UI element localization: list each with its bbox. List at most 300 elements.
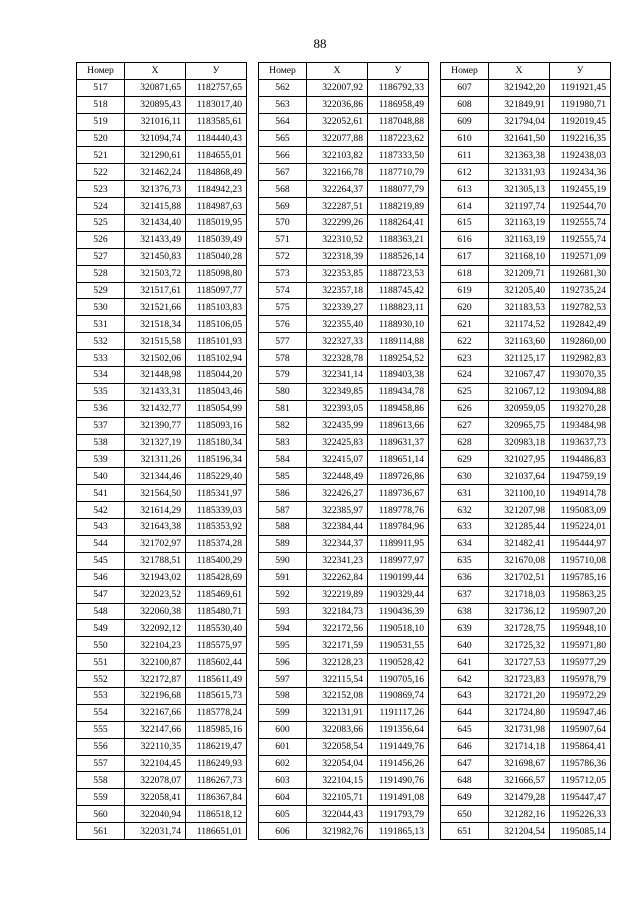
y-coordinate-cell: 1184942,23 bbox=[186, 181, 247, 198]
y-coordinate-cell: 1192982,83 bbox=[550, 350, 611, 367]
table-row bbox=[77, 248, 247, 265]
x-coordinate-cell: 322171,59 bbox=[307, 637, 368, 654]
y-coordinate-cell: 1186518,12 bbox=[186, 806, 247, 823]
table-row bbox=[77, 738, 247, 755]
x-coordinate-cell: 322036,86 bbox=[307, 96, 368, 113]
point-number-cell: 525 bbox=[77, 215, 125, 232]
table-row bbox=[77, 654, 247, 671]
point-number-cell: 555 bbox=[77, 721, 125, 738]
y-coordinate-cell: 1188264,41 bbox=[368, 215, 429, 232]
point-number-cell: 636 bbox=[441, 569, 489, 586]
table-row bbox=[441, 367, 611, 384]
table-row bbox=[77, 552, 247, 569]
y-coordinate-cell: 1182757,65 bbox=[186, 79, 247, 96]
y-coordinate-cell: 1189778,76 bbox=[368, 502, 429, 519]
table-row bbox=[77, 434, 247, 451]
x-coordinate-cell: 322023,52 bbox=[125, 586, 186, 603]
point-number-cell: 581 bbox=[259, 400, 307, 417]
table-row bbox=[77, 569, 247, 586]
point-number-cell: 573 bbox=[259, 265, 307, 282]
header-number: Номер bbox=[259, 63, 307, 80]
x-coordinate-cell: 321462,24 bbox=[125, 164, 186, 181]
y-coordinate-cell: 1186792,33 bbox=[368, 79, 429, 96]
x-coordinate-cell: 322349,85 bbox=[307, 383, 368, 400]
point-number-cell: 612 bbox=[441, 164, 489, 181]
x-coordinate-cell: 322104,45 bbox=[125, 755, 186, 772]
table-row bbox=[77, 96, 247, 113]
table-row bbox=[77, 147, 247, 164]
y-coordinate-cell: 1188723,53 bbox=[368, 265, 429, 282]
x-coordinate-cell: 322355,40 bbox=[307, 316, 368, 333]
x-coordinate-cell: 321168,10 bbox=[489, 248, 550, 265]
header-y: У bbox=[186, 63, 247, 80]
x-coordinate-cell: 322083,66 bbox=[307, 721, 368, 738]
x-coordinate-cell: 321327,19 bbox=[125, 434, 186, 451]
table-row bbox=[441, 333, 611, 350]
point-number-cell: 557 bbox=[77, 755, 125, 772]
y-coordinate-cell: 1189911,95 bbox=[368, 535, 429, 552]
y-coordinate-cell: 1191491,08 bbox=[368, 789, 429, 806]
x-coordinate-cell: 321728,75 bbox=[489, 620, 550, 637]
y-coordinate-cell: 1188077,79 bbox=[368, 181, 429, 198]
point-number-cell: 553 bbox=[77, 687, 125, 704]
point-number-cell: 651 bbox=[441, 823, 489, 840]
table-row bbox=[259, 704, 429, 721]
table-row bbox=[77, 265, 247, 282]
x-coordinate-cell: 321721,20 bbox=[489, 687, 550, 704]
y-coordinate-cell: 1195971,80 bbox=[550, 637, 611, 654]
point-number-cell: 609 bbox=[441, 113, 489, 130]
x-coordinate-cell: 321174,52 bbox=[489, 316, 550, 333]
x-coordinate-cell: 321517,61 bbox=[125, 282, 186, 299]
point-number-cell: 598 bbox=[259, 687, 307, 704]
y-coordinate-cell: 1186219,47 bbox=[186, 738, 247, 755]
x-coordinate-cell: 321163,60 bbox=[489, 333, 550, 350]
y-coordinate-cell: 1189254,52 bbox=[368, 350, 429, 367]
table-row bbox=[441, 181, 611, 198]
y-coordinate-cell: 1193070,35 bbox=[550, 367, 611, 384]
coordinates-table-1 bbox=[76, 62, 247, 840]
table-row bbox=[77, 535, 247, 552]
y-coordinate-cell: 1185019,95 bbox=[186, 215, 247, 232]
x-coordinate-cell: 322341,23 bbox=[307, 552, 368, 569]
y-coordinate-cell: 1189651,14 bbox=[368, 451, 429, 468]
y-coordinate-cell: 1187223,62 bbox=[368, 130, 429, 147]
x-coordinate-cell: 321331,93 bbox=[489, 164, 550, 181]
point-number-cell: 631 bbox=[441, 485, 489, 502]
table-row bbox=[259, 248, 429, 265]
y-coordinate-cell: 1195085,14 bbox=[550, 823, 611, 840]
point-number-cell: 600 bbox=[259, 721, 307, 738]
y-coordinate-cell: 1189784,96 bbox=[368, 519, 429, 536]
point-number-cell: 617 bbox=[441, 248, 489, 265]
point-number-cell: 521 bbox=[77, 147, 125, 164]
point-number-cell: 640 bbox=[441, 637, 489, 654]
table-row bbox=[441, 400, 611, 417]
x-coordinate-cell: 321390,77 bbox=[125, 417, 186, 434]
table-row bbox=[259, 79, 429, 96]
table-row bbox=[441, 772, 611, 789]
y-coordinate-cell: 1195083,09 bbox=[550, 502, 611, 519]
x-coordinate-cell: 322262,84 bbox=[307, 569, 368, 586]
x-coordinate-cell: 321448,98 bbox=[125, 367, 186, 384]
x-coordinate-cell: 321725,32 bbox=[489, 637, 550, 654]
point-number-cell: 526 bbox=[77, 231, 125, 248]
point-number-cell: 644 bbox=[441, 704, 489, 721]
table-row bbox=[77, 823, 247, 840]
point-number-cell: 587 bbox=[259, 502, 307, 519]
point-number-cell: 605 bbox=[259, 806, 307, 823]
x-coordinate-cell: 321502,06 bbox=[125, 350, 186, 367]
x-coordinate-cell: 322147,66 bbox=[125, 721, 186, 738]
point-number-cell: 626 bbox=[441, 400, 489, 417]
point-number-cell: 616 bbox=[441, 231, 489, 248]
x-coordinate-cell: 321450,83 bbox=[125, 248, 186, 265]
table-row bbox=[77, 485, 247, 502]
x-coordinate-cell: 321518,34 bbox=[125, 316, 186, 333]
y-coordinate-cell: 1190518,10 bbox=[368, 620, 429, 637]
table-row bbox=[259, 316, 429, 333]
point-number-cell: 519 bbox=[77, 113, 125, 130]
y-coordinate-cell: 1188363,21 bbox=[368, 231, 429, 248]
x-coordinate-cell: 321718,03 bbox=[489, 586, 550, 603]
y-coordinate-cell: 1195785,16 bbox=[550, 569, 611, 586]
y-coordinate-cell: 1185097,77 bbox=[186, 282, 247, 299]
x-coordinate-cell: 322077,88 bbox=[307, 130, 368, 147]
y-coordinate-cell: 1192735,24 bbox=[550, 282, 611, 299]
x-coordinate-cell: 321614,29 bbox=[125, 502, 186, 519]
y-coordinate-cell: 1194486,83 bbox=[550, 451, 611, 468]
x-coordinate-cell: 322058,54 bbox=[307, 738, 368, 755]
point-number-cell: 577 bbox=[259, 333, 307, 350]
x-coordinate-cell: 322078,07 bbox=[125, 772, 186, 789]
x-coordinate-cell: 320959,05 bbox=[489, 400, 550, 417]
table-row bbox=[441, 755, 611, 772]
table-row bbox=[77, 637, 247, 654]
table-row bbox=[441, 721, 611, 738]
y-coordinate-cell: 1185339,03 bbox=[186, 502, 247, 519]
y-coordinate-cell: 1185102,94 bbox=[186, 350, 247, 367]
x-coordinate-cell: 321197,74 bbox=[489, 198, 550, 215]
table-row bbox=[77, 502, 247, 519]
x-coordinate-cell: 322287,51 bbox=[307, 198, 368, 215]
table-row bbox=[259, 620, 429, 637]
y-coordinate-cell: 1185611,49 bbox=[186, 671, 247, 688]
table-row bbox=[77, 755, 247, 772]
table-row bbox=[77, 299, 247, 316]
x-coordinate-cell: 322103,82 bbox=[307, 147, 368, 164]
table-row bbox=[441, 231, 611, 248]
x-coordinate-cell: 321727,53 bbox=[489, 654, 550, 671]
point-number-cell: 528 bbox=[77, 265, 125, 282]
y-coordinate-cell: 1195863,25 bbox=[550, 586, 611, 603]
x-coordinate-cell: 321479,28 bbox=[489, 789, 550, 806]
table-row bbox=[77, 282, 247, 299]
point-number-cell: 625 bbox=[441, 383, 489, 400]
table-row bbox=[77, 231, 247, 248]
x-coordinate-cell: 322448,49 bbox=[307, 468, 368, 485]
table-row bbox=[441, 603, 611, 620]
y-coordinate-cell: 1195907,20 bbox=[550, 603, 611, 620]
point-number-cell: 623 bbox=[441, 350, 489, 367]
x-coordinate-cell: 322196,68 bbox=[125, 687, 186, 704]
point-number-cell: 558 bbox=[77, 772, 125, 789]
x-coordinate-cell: 322104,23 bbox=[125, 637, 186, 654]
table-row bbox=[259, 603, 429, 620]
x-coordinate-cell: 322172,56 bbox=[307, 620, 368, 637]
x-coordinate-cell: 322385,97 bbox=[307, 502, 368, 519]
y-coordinate-cell: 1188930,10 bbox=[368, 316, 429, 333]
x-coordinate-cell: 321067,12 bbox=[489, 383, 550, 400]
y-coordinate-cell: 1195710,08 bbox=[550, 552, 611, 569]
x-coordinate-cell: 322044,43 bbox=[307, 806, 368, 823]
y-coordinate-cell: 1190705,16 bbox=[368, 671, 429, 688]
point-number-cell: 556 bbox=[77, 738, 125, 755]
point-number-cell: 620 bbox=[441, 299, 489, 316]
table-row bbox=[77, 367, 247, 384]
y-coordinate-cell: 1183017,40 bbox=[186, 96, 247, 113]
table-row bbox=[441, 383, 611, 400]
x-coordinate-cell: 321670,08 bbox=[489, 552, 550, 569]
x-coordinate-cell: 321125,17 bbox=[489, 350, 550, 367]
point-number-cell: 597 bbox=[259, 671, 307, 688]
x-coordinate-cell: 320895,43 bbox=[125, 96, 186, 113]
y-coordinate-cell: 1185602,44 bbox=[186, 654, 247, 671]
table-row bbox=[259, 637, 429, 654]
y-coordinate-cell: 1195907,64 bbox=[550, 721, 611, 738]
table-row bbox=[259, 687, 429, 704]
y-coordinate-cell: 1185098,80 bbox=[186, 265, 247, 282]
point-number-cell: 615 bbox=[441, 215, 489, 232]
point-number-cell: 574 bbox=[259, 282, 307, 299]
table-row bbox=[77, 215, 247, 232]
x-coordinate-cell: 321415,88 bbox=[125, 198, 186, 215]
y-coordinate-cell: 1185103,83 bbox=[186, 299, 247, 316]
y-coordinate-cell: 1189736,67 bbox=[368, 485, 429, 502]
table-row bbox=[259, 502, 429, 519]
point-number-cell: 649 bbox=[441, 789, 489, 806]
y-coordinate-cell: 1194914,78 bbox=[550, 485, 611, 502]
x-coordinate-cell: 322425,83 bbox=[307, 434, 368, 451]
x-coordinate-cell: 321564,50 bbox=[125, 485, 186, 502]
point-number-cell: 566 bbox=[259, 147, 307, 164]
y-coordinate-cell: 1195972,29 bbox=[550, 687, 611, 704]
x-coordinate-cell: 322435,99 bbox=[307, 417, 368, 434]
y-coordinate-cell: 1192571,09 bbox=[550, 248, 611, 265]
y-coordinate-cell: 1189631,37 bbox=[368, 434, 429, 451]
x-coordinate-cell: 321016,11 bbox=[125, 113, 186, 130]
point-number-cell: 542 bbox=[77, 502, 125, 519]
table-row bbox=[77, 417, 247, 434]
y-coordinate-cell: 1188745,42 bbox=[368, 282, 429, 299]
table-row bbox=[259, 215, 429, 232]
x-coordinate-cell: 321698,67 bbox=[489, 755, 550, 772]
table-row bbox=[77, 603, 247, 620]
x-coordinate-cell: 320965,75 bbox=[489, 417, 550, 434]
table-row bbox=[441, 113, 611, 130]
y-coordinate-cell: 1192544,70 bbox=[550, 198, 611, 215]
point-number-cell: 650 bbox=[441, 806, 489, 823]
x-coordinate-cell: 321285,44 bbox=[489, 519, 550, 536]
point-number-cell: 642 bbox=[441, 671, 489, 688]
y-coordinate-cell: 1185428,69 bbox=[186, 569, 247, 586]
point-number-cell: 570 bbox=[259, 215, 307, 232]
y-coordinate-cell: 1189726,86 bbox=[368, 468, 429, 485]
table-row bbox=[441, 215, 611, 232]
table-row bbox=[77, 113, 247, 130]
point-number-cell: 517 bbox=[77, 79, 125, 96]
y-coordinate-cell: 1195712,05 bbox=[550, 772, 611, 789]
point-number-cell: 530 bbox=[77, 299, 125, 316]
point-number-cell: 641 bbox=[441, 654, 489, 671]
table-row bbox=[77, 198, 247, 215]
table-row bbox=[441, 316, 611, 333]
table-row bbox=[77, 772, 247, 789]
table-row bbox=[259, 383, 429, 400]
x-coordinate-cell: 321163,19 bbox=[489, 215, 550, 232]
point-number-cell: 565 bbox=[259, 130, 307, 147]
table-row bbox=[441, 738, 611, 755]
table-row bbox=[441, 468, 611, 485]
point-number-cell: 551 bbox=[77, 654, 125, 671]
y-coordinate-cell: 1192842,49 bbox=[550, 316, 611, 333]
point-number-cell: 537 bbox=[77, 417, 125, 434]
y-coordinate-cell: 1191449,76 bbox=[368, 738, 429, 755]
x-coordinate-cell: 321942,20 bbox=[489, 79, 550, 96]
table-row bbox=[441, 130, 611, 147]
table-row bbox=[259, 552, 429, 569]
y-coordinate-cell: 1195444,97 bbox=[550, 535, 611, 552]
point-number-cell: 637 bbox=[441, 586, 489, 603]
x-coordinate-cell: 321714,18 bbox=[489, 738, 550, 755]
y-coordinate-cell: 1192455,19 bbox=[550, 181, 611, 198]
y-coordinate-cell: 1185180,34 bbox=[186, 434, 247, 451]
y-coordinate-cell: 1189458,86 bbox=[368, 400, 429, 417]
table-row bbox=[259, 265, 429, 282]
y-coordinate-cell: 1186651,01 bbox=[186, 823, 247, 840]
x-coordinate-cell: 321666,57 bbox=[489, 772, 550, 789]
x-coordinate-cell: 321207,98 bbox=[489, 502, 550, 519]
table-row bbox=[77, 164, 247, 181]
point-number-cell: 599 bbox=[259, 704, 307, 721]
point-number-cell: 648 bbox=[441, 772, 489, 789]
point-number-cell: 520 bbox=[77, 130, 125, 147]
table-row bbox=[77, 383, 247, 400]
y-coordinate-cell: 1191865,13 bbox=[368, 823, 429, 840]
y-coordinate-cell: 1192555,74 bbox=[550, 215, 611, 232]
point-number-cell: 594 bbox=[259, 620, 307, 637]
x-coordinate-cell: 321702,97 bbox=[125, 535, 186, 552]
table-row bbox=[441, 265, 611, 282]
table-row bbox=[259, 96, 429, 113]
point-number-cell: 531 bbox=[77, 316, 125, 333]
point-number-cell: 619 bbox=[441, 282, 489, 299]
point-number-cell: 591 bbox=[259, 569, 307, 586]
table-header-row bbox=[259, 63, 429, 80]
table-row bbox=[259, 282, 429, 299]
x-coordinate-cell: 322052,61 bbox=[307, 113, 368, 130]
table-row bbox=[77, 687, 247, 704]
coordinates-table-2 bbox=[258, 62, 429, 840]
point-number-cell: 546 bbox=[77, 569, 125, 586]
x-coordinate-cell: 322104,15 bbox=[307, 772, 368, 789]
x-coordinate-cell: 322031,74 bbox=[125, 823, 186, 840]
x-coordinate-cell: 322339,27 bbox=[307, 299, 368, 316]
x-coordinate-cell: 321204,54 bbox=[489, 823, 550, 840]
x-coordinate-cell: 322415,07 bbox=[307, 451, 368, 468]
x-coordinate-cell: 321363,38 bbox=[489, 147, 550, 164]
point-number-cell: 639 bbox=[441, 620, 489, 637]
header-y: У bbox=[368, 63, 429, 80]
y-coordinate-cell: 1195226,33 bbox=[550, 806, 611, 823]
x-coordinate-cell: 322384,44 bbox=[307, 519, 368, 536]
x-coordinate-cell: 321643,38 bbox=[125, 519, 186, 536]
table-row bbox=[259, 789, 429, 806]
point-number-cell: 635 bbox=[441, 552, 489, 569]
table-row bbox=[259, 654, 429, 671]
table-row bbox=[441, 198, 611, 215]
x-coordinate-cell: 321100,10 bbox=[489, 485, 550, 502]
point-number-cell: 606 bbox=[259, 823, 307, 840]
y-coordinate-cell: 1192782,53 bbox=[550, 299, 611, 316]
x-coordinate-cell: 321731,98 bbox=[489, 721, 550, 738]
table-row bbox=[259, 485, 429, 502]
x-coordinate-cell: 321305,13 bbox=[489, 181, 550, 198]
point-number-cell: 529 bbox=[77, 282, 125, 299]
x-coordinate-cell: 322344,37 bbox=[307, 535, 368, 552]
table-row bbox=[77, 79, 247, 96]
table-row bbox=[77, 130, 247, 147]
x-coordinate-cell: 321163,19 bbox=[489, 231, 550, 248]
point-number-cell: 547 bbox=[77, 586, 125, 603]
point-number-cell: 543 bbox=[77, 519, 125, 536]
y-coordinate-cell: 1195977,29 bbox=[550, 654, 611, 671]
point-number-cell: 532 bbox=[77, 333, 125, 350]
y-coordinate-cell: 1187048,88 bbox=[368, 113, 429, 130]
table-row bbox=[441, 823, 611, 840]
table-row bbox=[259, 299, 429, 316]
point-number-cell: 539 bbox=[77, 451, 125, 468]
y-coordinate-cell: 1193637,73 bbox=[550, 434, 611, 451]
x-coordinate-cell: 321482,41 bbox=[489, 535, 550, 552]
point-number-cell: 579 bbox=[259, 367, 307, 384]
point-number-cell: 645 bbox=[441, 721, 489, 738]
table-row bbox=[77, 333, 247, 350]
point-number-cell: 522 bbox=[77, 164, 125, 181]
y-coordinate-cell: 1185575,97 bbox=[186, 637, 247, 654]
point-number-cell: 584 bbox=[259, 451, 307, 468]
point-number-cell: 590 bbox=[259, 552, 307, 569]
x-coordinate-cell: 321788,51 bbox=[125, 552, 186, 569]
table-row bbox=[441, 569, 611, 586]
y-coordinate-cell: 1185778,24 bbox=[186, 704, 247, 721]
y-coordinate-cell: 1192860,00 bbox=[550, 333, 611, 350]
table-row bbox=[441, 79, 611, 96]
x-coordinate-cell: 321515,58 bbox=[125, 333, 186, 350]
x-coordinate-cell: 321702,51 bbox=[489, 569, 550, 586]
point-number-cell: 549 bbox=[77, 620, 125, 637]
x-coordinate-cell: 321067,47 bbox=[489, 367, 550, 384]
x-coordinate-cell: 322184,73 bbox=[307, 603, 368, 620]
table-row bbox=[77, 620, 247, 637]
table-row bbox=[259, 519, 429, 536]
x-coordinate-cell: 322058,41 bbox=[125, 789, 186, 806]
header-x: X bbox=[489, 63, 550, 80]
y-coordinate-cell: 1190199,44 bbox=[368, 569, 429, 586]
y-coordinate-cell: 1185196,34 bbox=[186, 451, 247, 468]
x-coordinate-cell: 322110,35 bbox=[125, 738, 186, 755]
table-row bbox=[441, 147, 611, 164]
